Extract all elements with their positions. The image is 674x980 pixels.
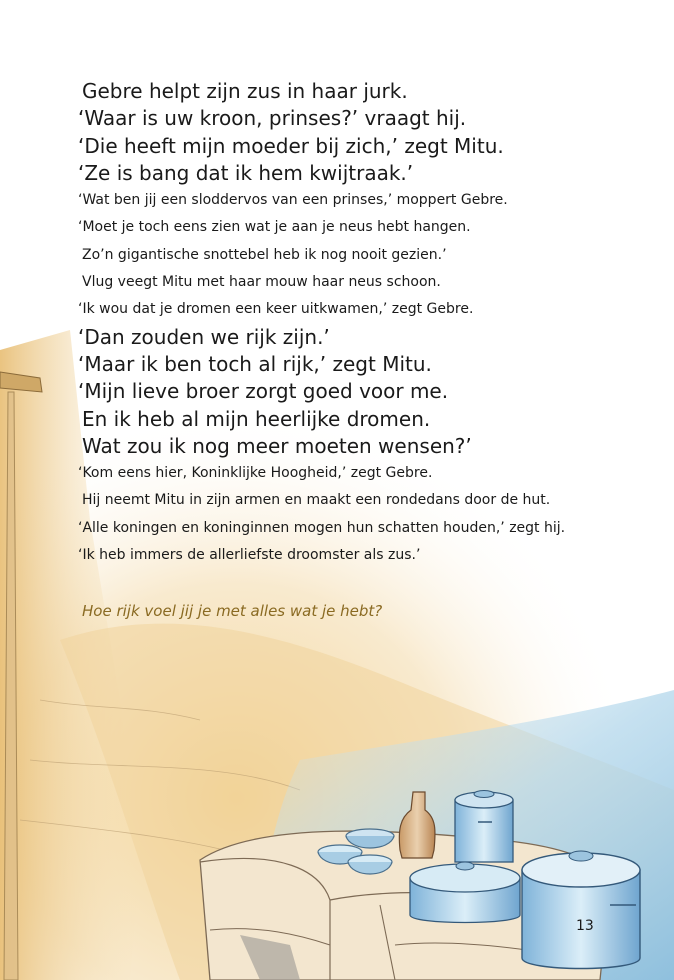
story-line: Zo’n gigantische snottebel heb ik nog nooit gezien.’ bbox=[82, 246, 447, 263]
story-line: ‘Kom eens hier, Koninklijke Hoogheid,’ zegt Gebre. bbox=[78, 465, 433, 482]
story-text bbox=[78, 78, 658, 569]
story-line: Vlug veegt Mitu met haar mouw haar neus schoon. bbox=[82, 274, 441, 291]
page-number: 13 bbox=[576, 918, 594, 934]
story-line: ‘Waar is uw kroon, prinses?’ vraagt hij. bbox=[78, 106, 467, 131]
reflection-question: Hoe rijk voel jij je met alles wat je hebt? bbox=[82, 602, 383, 620]
story-line: ‘Mijn lieve broer zorgt goed voor me. bbox=[78, 379, 449, 404]
story-line: Wat zou ik nog meer moeten wensen?’ bbox=[82, 433, 472, 458]
story-line: ‘Alle koningen en koninginnen mogen hun schatten houden,’ zegt hij. bbox=[78, 519, 566, 536]
story-line: En ik heb al mijn heerlijke dromen. bbox=[82, 406, 431, 431]
story-line: ‘Ik heb immers de allerliefste droomster als zus.’ bbox=[78, 547, 421, 564]
story-line: ‘Moet je toch eens zien wat je aan je neus hebt hangen. bbox=[78, 219, 471, 236]
story-line: ‘Ik wou dat je dromen een keer uitkwamen,’ zegt Gebre. bbox=[78, 301, 474, 318]
story-line: Hij neemt Mitu in zijn armen en maakt een rondedans door de hut. bbox=[82, 492, 551, 509]
story-line: ‘Die heeft mijn moeder bij zich,’ zegt Mitu. bbox=[78, 133, 504, 158]
story-line: ‘Ze is bang dat ik hem kwijtraak.’ bbox=[78, 160, 414, 185]
story-line: ‘Wat ben jij een sloddervos van een prinses,’ moppert Gebre. bbox=[78, 192, 508, 209]
story-line: ‘Dan zouden we rijk zijn.’ bbox=[78, 324, 330, 349]
story-line: ‘Maar ik ben toch al rijk,’ zegt Mitu. bbox=[78, 351, 432, 376]
story-line: Gebre helpt zijn zus in haar jurk. bbox=[82, 79, 408, 103]
